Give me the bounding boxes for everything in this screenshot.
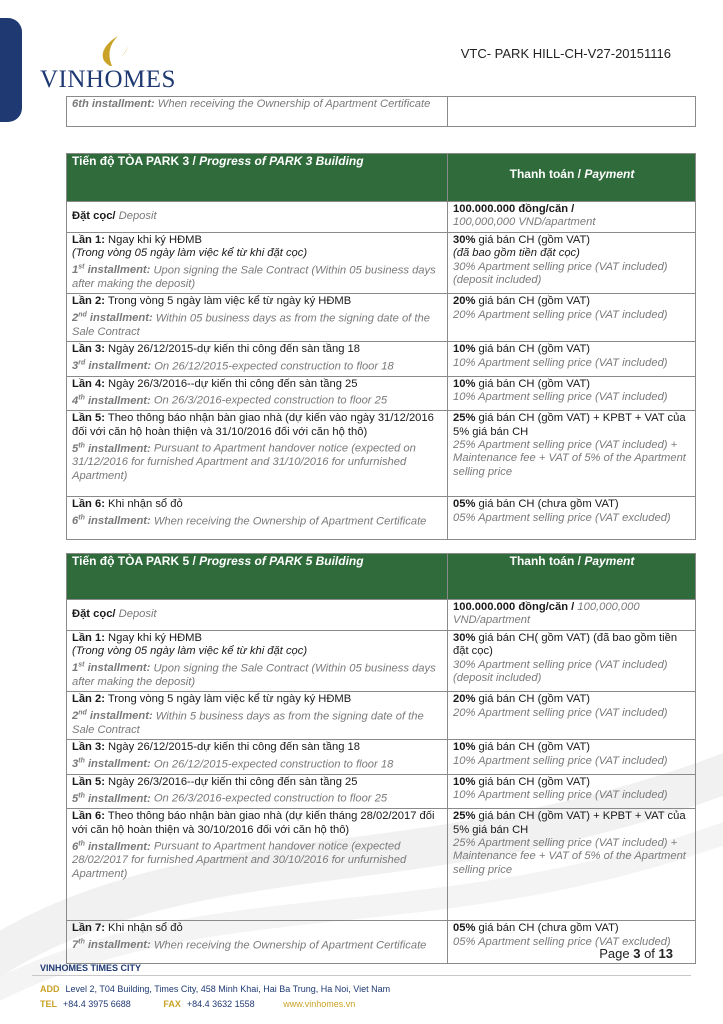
deposit-amount: 100.000.000 đồng/căn /: [453, 203, 575, 215]
payment-english: 10% Apartment selling price (VAT included): [453, 391, 668, 404]
table-row: Lần 3: Ngày 26/12/2015-dự kiến thi công đến sàn tầng 18 3rd installment: On 26/12/2015-expected construction to floor 18 10% giá bán CH (gồm VAT) 10% Apartment selling price (VAT included): [67, 342, 696, 377]
payment-percent: 05%: [453, 922, 476, 935]
footer-contact-line: TEL +84.4 3975 6688 FAX +84.4 3632 1558 www.vinhomes.vn: [40, 999, 356, 1009]
installment-vi-label: Lần 1:: [72, 631, 105, 644]
deposit-label: Đặt cọc/: [72, 607, 119, 620]
installment-vi-label: Lần 2:: [72, 295, 105, 308]
payment-english: 30% Apartment selling price (VAT included) (deposit included): [453, 260, 668, 287]
payment-english: 10% Apartment selling price (VAT included): [453, 789, 668, 802]
payment-english: 20% Apartment selling price (VAT included): [453, 308, 668, 321]
park3-title: Tiến độ TÒA PARK 3 / Progress of PARK 3 Building: [67, 154, 448, 202]
payment-english: 05% Apartment selling price (VAT excluded): [453, 511, 671, 524]
payment-percent: 05%: [453, 498, 476, 511]
installment-vi-label: Lần 3:: [72, 741, 105, 754]
park5-payment-table: [66, 553, 696, 964]
payment-percent: 30%: [453, 233, 476, 246]
table-header-row: [67, 554, 696, 600]
footer-address-line: ADD Level 2, T04 Building, Times City, 458 Minh Khai, Hai Ba Trung, Ha Noi, Viet Nam: [40, 984, 391, 994]
table-row: Lần 1: Ngay khi ký HĐMB (Trong vòng 05 ngày làm việc kể từ khi đặt cọc) 1st installment: Upon signing the Sale Contract (Within 05 business days after making the deposit) 30% giá bán CH( gồm VAT) (đã bao gồm tiền đặt cọc) 30% Apartment selling price (VAT included) (deposit included): [67, 630, 696, 691]
footer-divider: [32, 975, 691, 976]
table-row-deposit: Đặt cọc/ Deposit 100.000.000 đồng/căn / 100,000,000 VND/apartment: [67, 600, 696, 631]
payment-percent: 10%: [453, 343, 476, 356]
table-row: Lần 7: Khi nhận sổ đỏ 7th installment: When receiving the Ownership of Apartment Certificate 05% giá bán CH (chưa gồm VAT) 05% Apartment selling price (VAT excluded): [67, 921, 696, 964]
deposit-amount: 100.000.000 đồng/căn /: [453, 601, 578, 613]
installment-vi-label: Lần 5:: [72, 775, 105, 788]
payment-english: 25% Apartment selling price (VAT included) + Maintenance fee + VAT of 5% of the Apartment selling price: [453, 439, 686, 478]
payment-percent: 20%: [453, 693, 476, 706]
payment-percent: 10%: [453, 741, 476, 754]
footer-company: VINHOMES TIMES CITY: [40, 963, 142, 973]
payment-percent: 25%: [453, 412, 476, 425]
payment-english: 10% Apartment selling price (VAT included): [453, 754, 668, 767]
logo-wordmark: VINHOMES: [40, 66, 176, 93]
installment-number: 6: [72, 98, 79, 110]
table-row-deposit: Đặt cọc/ Deposit 100.000.000 đồng/căn / 100,000,000 VND/apartment: [67, 202, 696, 233]
installment-vi-label: Lần 2:: [72, 693, 105, 706]
table-row: [67, 97, 696, 127]
table-row: Lần 4: Ngày 26/3/2016--dự kiến thi công đến sàn tầng 25 4th installment: On 26/3/2016-expected construction to floor 25 10% giá bán CH (gồm VAT) 10% Apartment selling price (VAT included): [67, 376, 696, 411]
payment-percent: 20%: [453, 295, 476, 308]
deposit-label: Đặt cọc/: [72, 209, 119, 222]
installment-vi-label: Lần 1:: [72, 233, 105, 246]
table-row: Lần 2: Trong vòng 5 ngày làm việc kể từ ngày ký HĐMB 2nd installment: Within 5 business days as from the signing date of the Sale Contract 20% giá bán CH (gồm VAT) 20% Apartment selling price (VAT included): [67, 692, 696, 740]
table-header-row: [67, 154, 696, 202]
table-row: Lần 2: Trong vòng 5 ngày làm việc kể từ ngày ký HĐMB 2nd installment: Within 05 business days as from the signing date of the Sale Contract 20% giá bán CH (gồm VAT) 20% Apartment selling price (VAT included): [67, 294, 696, 342]
vinhomes-logo: [40, 34, 180, 94]
logo-flame-icon: [90, 34, 130, 68]
payment-english: 10% Apartment selling price (VAT included): [453, 356, 668, 369]
installment-text: When receiving the Ownership of Apartment Certificate: [154, 98, 431, 110]
table-row: Lần 5: Ngày 26/3/2016--dự kiến thi công đến sàn tầng 25 5th installment: On 26/3/2016-expected construction to floor 25 10% giá bán CH (gồm VAT) 10% Apartment selling price (VAT included): [67, 774, 696, 809]
side-accent-bar: [0, 18, 22, 122]
installment-label: th installment:: [78, 98, 155, 110]
table-row: Lần 5: Theo thông báo nhận bàn giao nhà (dự kiến vào ngày 31/12/2016 đối với căn hộ hoàn thiện và 31/10/2016 đối với căn hộ thô) 5th installment: Pursuant to Apartment handover notice (expected on 31/12/2016 for furnished Apartment and 31/10/2016 for unfurnished Apartment) 25% giá bán CH (gồm VAT) + KPBT + VAT của 5% giá bán CH 25% Apartment selling price (VAT included) + Maintenance fee + VAT of 5% of the Apartment selling price: [67, 411, 696, 497]
payment-percent: 30%: [453, 631, 476, 644]
previous-table-fragment: [66, 96, 696, 127]
installment-vi-label: Lần 6:: [72, 498, 105, 511]
park5-payment-header: Thanh toán / Payment: [448, 554, 696, 600]
park5-title: Tiến độ TÒA PARK 5 / Progress of PARK 5 Building: [67, 554, 448, 600]
installment-vi-label: Lần 7:: [72, 922, 105, 935]
table-row: Lần 6: Theo thông báo nhận bàn giao nhà (dự kiến tháng 28/02/2017 đối với căn hộ hoàn thiện và 30/10/2016 đối với căn hộ thô) 6th installment: Pursuant to Apartment handover notice (expected 28/02/2017 for furnished Apartment and 30/10/2016 for unfurnished Apartment) 25% giá bán CH (gồm VAT) + KPBT + VAT của 5% giá bán CH 25% Apartment selling price (VAT included) + Maintenance fee + VAT of 5% of the Apartment selling price: [67, 809, 696, 921]
table-row: Lần 6: Khi nhận sổ đỏ 6th installment: When receiving the Ownership of Apartment Certificate 05% giá bán CH (chưa gồm VAT) 05% Apartment selling price (VAT excluded): [67, 497, 696, 540]
document-code: VTC- PARK HILL-CH-V27-20151116: [460, 46, 671, 61]
website-link[interactable]: www.vinhomes.vn: [283, 999, 356, 1009]
installment-vi-label: Lần 4:: [72, 377, 105, 390]
page-number: Page 3 of 13: [599, 946, 673, 961]
installment-vi-label: Lần 3:: [72, 343, 105, 356]
payment-english: 30% Apartment selling price (VAT included) (deposit included): [453, 658, 668, 685]
payment-percent: 10%: [453, 775, 476, 788]
payment-english: 25% Apartment selling price (VAT included) + Maintenance fee + VAT of 5% of the Apartment selling price: [453, 837, 686, 876]
park3-payment-table: [66, 153, 696, 540]
payment-percent: 25%: [453, 810, 476, 823]
payment-english: 05% Apartment selling price (VAT excluded): [453, 935, 671, 948]
table-row: Lần 1: Ngay khi ký HĐMB (Trong vòng 05 ngày làm việc kể từ khi đặt cọc) 1st installment: Upon signing the Sale Contract (Within 05 business days after making the deposit) 30% giá bán CH (gồm VAT) (đã bao gồm tiền đặt cọc) 30% Apartment selling price (VAT included) (deposit included): [67, 232, 696, 293]
payment-percent: 10%: [453, 377, 476, 390]
installment-vi-label: Lần 5:: [72, 412, 105, 425]
payment-english: 20% Apartment selling price (VAT included): [453, 706, 668, 719]
table-row: Lần 3: Ngày 26/12/2015-dự kiến thi công đến sàn tầng 18 3th installment: On 26/12/2015-expected construction to floor 18 10% giá bán CH (gồm VAT) 10% Apartment selling price (VAT included): [67, 740, 696, 775]
installment-vi-label: Lần 6:: [72, 810, 105, 823]
park3-payment-header: Thanh toán / Payment: [448, 154, 696, 202]
